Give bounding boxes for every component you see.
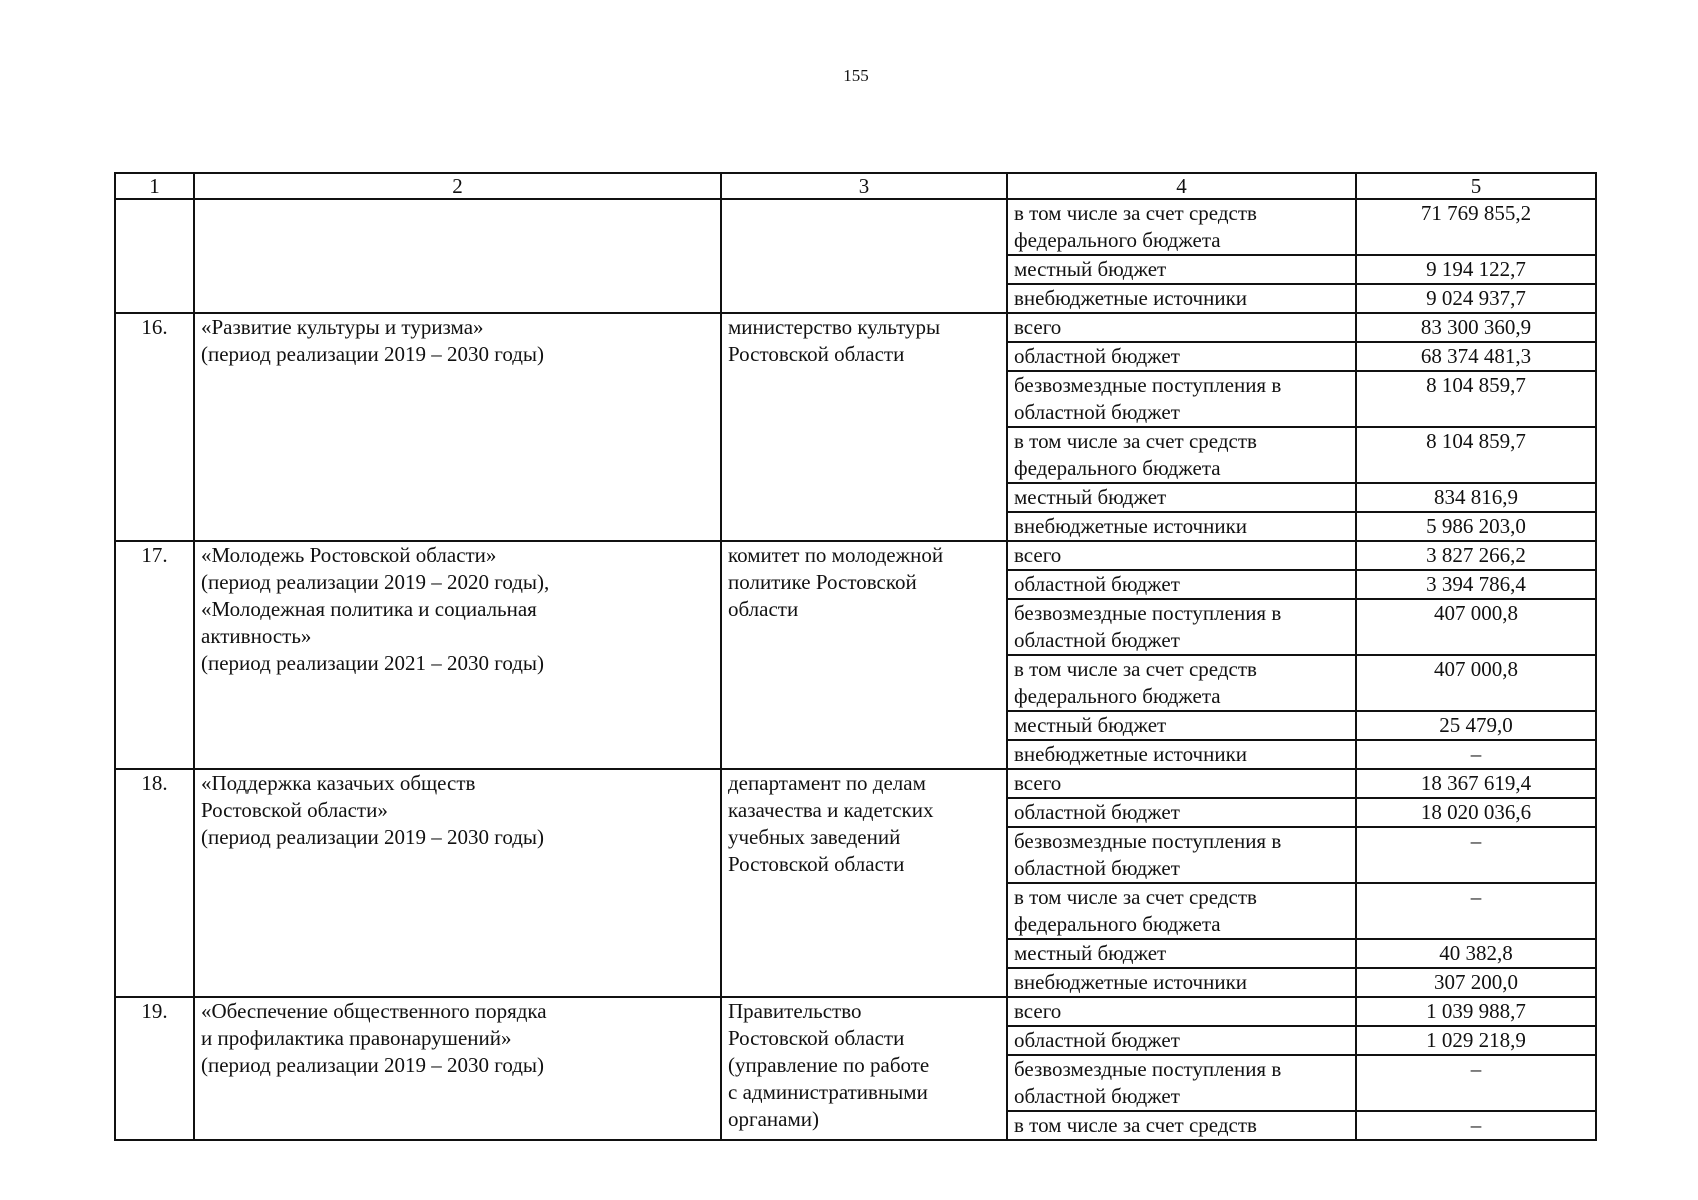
program-number: 16. xyxy=(115,313,194,541)
empty-cell xyxy=(115,199,194,313)
funding-amount: 307 200,0 xyxy=(1356,968,1596,997)
funding-source: безвозмездные поступления в областной бюджет xyxy=(1007,827,1356,883)
budget-table xyxy=(114,172,1597,1141)
program-name-line: «Молодежная политика и социальная xyxy=(201,597,537,621)
program-name xyxy=(194,313,721,541)
table-body xyxy=(115,173,1596,1140)
funding-amount: 40 382,8 xyxy=(1356,939,1596,968)
program-executor-line: Правительство xyxy=(728,999,862,1023)
program-executor-line: казачества и кадетских xyxy=(728,798,934,822)
funding-amount: 8 104 859,7 xyxy=(1356,371,1596,427)
program-number: 18. xyxy=(115,769,194,997)
funding-source: в том числе за счет средств xyxy=(1007,1111,1356,1140)
program-executor-line: с административными xyxy=(728,1080,928,1104)
column-number: 1 xyxy=(115,173,194,199)
funding-source: местный бюджет xyxy=(1007,711,1356,740)
funding-source: всего xyxy=(1007,769,1356,798)
funding-source: безвозмездные поступления в областной бюджет xyxy=(1007,371,1356,427)
program-name xyxy=(194,997,721,1140)
funding-amount: – xyxy=(1356,740,1596,769)
table-row xyxy=(115,997,1596,1026)
program-name xyxy=(194,541,721,769)
program-executor xyxy=(721,541,1007,769)
program-name xyxy=(194,769,721,997)
funding-source: в том числе за счет средств федерального бюджета xyxy=(1007,199,1356,255)
program-executor-line: (управление по работе xyxy=(728,1053,930,1077)
funding-source: местный бюджет xyxy=(1007,939,1356,968)
funding-source: местный бюджет xyxy=(1007,255,1356,284)
funding-amount: – xyxy=(1356,883,1596,939)
table-row xyxy=(115,769,1596,798)
program-executor-line: области xyxy=(728,597,799,621)
empty-cell xyxy=(721,199,1007,313)
funding-amount: 1 039 988,7 xyxy=(1356,997,1596,1026)
funding-amount: – xyxy=(1356,827,1596,883)
program-executor-line: департамент по делам xyxy=(728,771,926,795)
program-name-line: (период реализации 2021 – 2030 годы) xyxy=(201,651,545,675)
funding-source: в том числе за счет средств федерального бюджета xyxy=(1007,427,1356,483)
funding-amount: 25 479,0 xyxy=(1356,711,1596,740)
funding-amount: 1 029 218,9 xyxy=(1356,1026,1596,1055)
funding-source: внебюджетные источники xyxy=(1007,284,1356,313)
program-executor-line: Ростовской области xyxy=(728,342,905,366)
funding-amount: 68 374 481,3 xyxy=(1356,342,1596,371)
program-executor xyxy=(721,313,1007,541)
empty-cell xyxy=(194,199,721,313)
funding-source: внебюджетные источники xyxy=(1007,968,1356,997)
funding-amount: 83 300 360,9 xyxy=(1356,313,1596,342)
program-executor-line: органами) xyxy=(728,1107,820,1131)
program-name-line: Ростовской области» xyxy=(201,798,388,822)
column-number: 2 xyxy=(194,173,721,199)
column-number: 3 xyxy=(721,173,1007,199)
funding-source: областной бюджет xyxy=(1007,570,1356,599)
funding-source: областной бюджет xyxy=(1007,798,1356,827)
funding-source: областной бюджет xyxy=(1007,1026,1356,1055)
funding-source: внебюджетные источники xyxy=(1007,512,1356,541)
funding-amount: 18 367 619,4 xyxy=(1356,769,1596,798)
program-executor xyxy=(721,769,1007,997)
column-number: 5 xyxy=(1356,173,1596,199)
funding-amount: 71 769 855,2 xyxy=(1356,199,1596,255)
funding-amount: 9 024 937,7 xyxy=(1356,284,1596,313)
program-executor-line: комитет по молодежной xyxy=(728,543,944,567)
funding-amount: 5 986 203,0 xyxy=(1356,512,1596,541)
column-number: 4 xyxy=(1007,173,1356,199)
column-number-row xyxy=(115,173,1596,199)
funding-source: местный бюджет xyxy=(1007,483,1356,512)
table-row xyxy=(115,541,1596,570)
funding-amount: 18 020 036,6 xyxy=(1356,798,1596,827)
funding-amount: 407 000,8 xyxy=(1356,599,1596,655)
funding-source: в том числе за счет средств федерального бюджета xyxy=(1007,883,1356,939)
funding-source: всего xyxy=(1007,541,1356,570)
program-name-line: активность» xyxy=(201,624,312,648)
funding-amount: 3 394 786,4 xyxy=(1356,570,1596,599)
funding-source: областной бюджет xyxy=(1007,342,1356,371)
funding-amount: 407 000,8 xyxy=(1356,655,1596,711)
program-executor-line: политике Ростовской xyxy=(728,570,917,594)
funding-source: безвозмездные поступления в областной бюджет xyxy=(1007,599,1356,655)
program-executor xyxy=(721,997,1007,1140)
funding-amount: 8 104 859,7 xyxy=(1356,427,1596,483)
funding-amount: 3 827 266,2 xyxy=(1356,541,1596,570)
table-row xyxy=(115,199,1596,255)
program-name-line: «Поддержка казачьих обществ xyxy=(201,771,476,795)
program-name-line: (период реализации 2019 – 2030 годы) xyxy=(201,342,545,366)
program-number: 19. xyxy=(115,997,194,1140)
funding-source: всего xyxy=(1007,997,1356,1026)
table-row xyxy=(115,313,1596,342)
funding-amount: – xyxy=(1356,1111,1596,1140)
page-number: 155 xyxy=(843,66,869,85)
funding-source: внебюджетные источники xyxy=(1007,740,1356,769)
program-name-line: (период реализации 2019 – 2030 годы) xyxy=(201,1053,545,1077)
program-number: 17. xyxy=(115,541,194,769)
program-name-line: «Обеспечение общественного порядка xyxy=(201,999,547,1023)
funding-amount: 834 816,9 xyxy=(1356,483,1596,512)
funding-amount: 9 194 122,7 xyxy=(1356,255,1596,284)
program-executor-line: Ростовской области xyxy=(728,1026,905,1050)
funding-source: безвозмездные поступления в областной бюджет xyxy=(1007,1055,1356,1111)
program-name-line: и профилактика правонарушений» xyxy=(201,1026,512,1050)
program-executor-line: Ростовской области xyxy=(728,852,905,876)
funding-amount: – xyxy=(1356,1055,1596,1111)
program-executor-line: учебных заведений xyxy=(728,825,901,849)
program-executor-line: министерство культуры xyxy=(728,315,941,339)
program-name-line: (период реализации 2019 – 2030 годы) xyxy=(201,825,545,849)
program-name-line: «Развитие культуры и туризма» xyxy=(201,315,484,339)
funding-source: в том числе за счет средств федерального бюджета xyxy=(1007,655,1356,711)
program-name-line: (период реализации 2019 – 2020 годы), xyxy=(201,570,550,594)
funding-source: всего xyxy=(1007,313,1356,342)
program-name-line: «Молодежь Ростовской области» xyxy=(201,543,497,567)
